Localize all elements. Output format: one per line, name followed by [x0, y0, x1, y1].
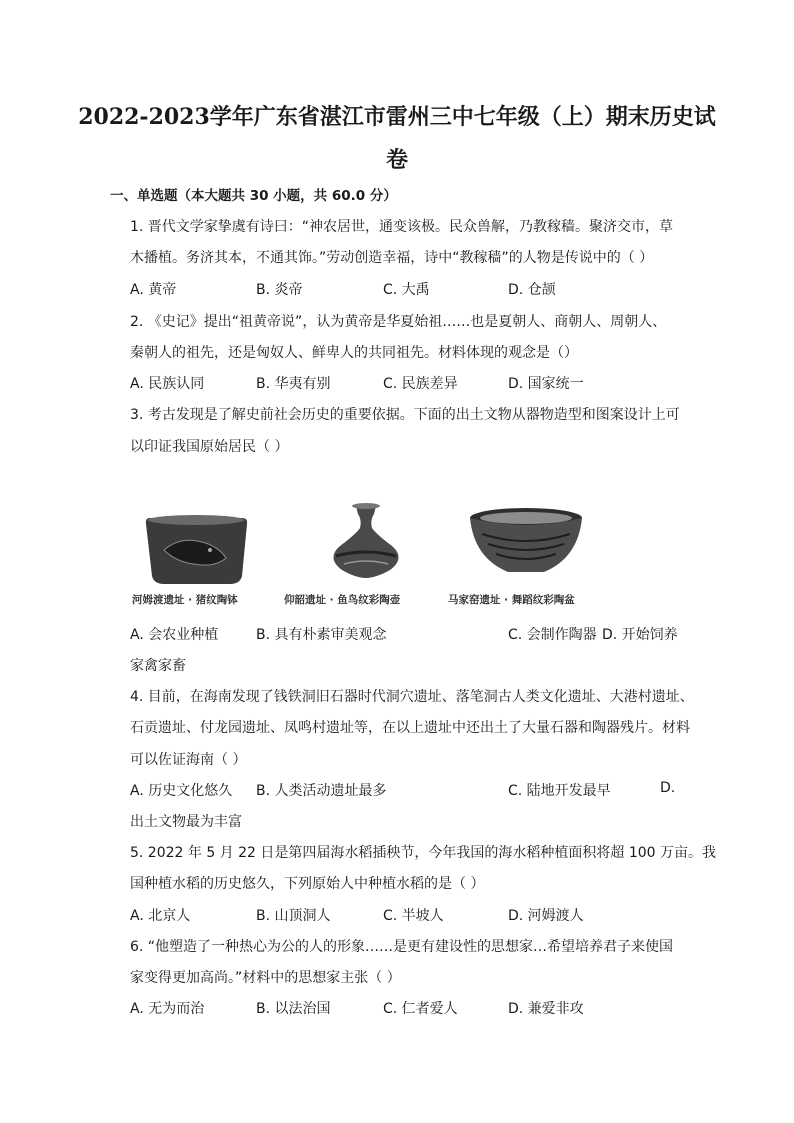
- q5-option-d: D. 河姆渡人: [508, 908, 584, 924]
- q2-option-a: A. 民族认同: [130, 376, 205, 392]
- q4-stem-line3: 可以佐证海南（ ）: [130, 752, 247, 768]
- q3-option-a: A. 会农业种植: [130, 627, 219, 643]
- q6-option-c: C. 仁者爱人: [383, 1001, 458, 1017]
- q5-option-a: A. 北京人: [130, 908, 191, 924]
- q1-stem-line1: 1. 晋代文学家挚虞有诗曰：“神农居世，通变该极。民众兽解，乃教稼穑。聚济交市，草: [130, 219, 674, 235]
- q1-option-d: D. 仓颉: [508, 282, 556, 298]
- q3-option-d-continued: 家禽家畜: [130, 658, 186, 674]
- figure-caption-2: 仰韶遗址 · 鱼鸟纹彩陶壶: [284, 594, 401, 606]
- q1-option-c: C. 大禹: [383, 282, 430, 298]
- q1-option-a: A. 黄帝: [130, 282, 177, 298]
- q4-option-b: B. 人类活动遗址最多: [256, 783, 387, 799]
- q2-option-c: C. 民族差异: [383, 376, 458, 392]
- q5-stem-line1: 5. 2022 年 5 月 22 日是第四届海水稻插秧节，今年我国的海水稻种植面积将超 100 万亩。我: [130, 845, 717, 861]
- q2-option-b: B. 华夷有别: [256, 376, 331, 392]
- q4-option-c: C. 陆地开发最早: [508, 783, 611, 799]
- q3-stem-line1: 3. 考古发现是了解史前社会历史的重要依据。下面的出土文物从器物造型和图案设计上可: [130, 407, 680, 423]
- section-heading: 一、单选题（本大题共 30 小题，共 60.0 分）: [110, 188, 397, 204]
- q5-option-b: B. 山顶洞人: [256, 908, 331, 924]
- painted-vase-image: [333, 503, 398, 578]
- q5-stem-line2: 国种植水稻的历史悠久，下列原始人中种植水稻的是（ ）: [130, 876, 485, 892]
- q4-option-a: A. 历史文化悠久: [130, 783, 233, 799]
- pig-pattern-bowl-image: [146, 515, 247, 584]
- q4-option-d-continued: 出土文物最为丰富: [130, 814, 242, 830]
- q3-option-d: D. 开始饲养: [602, 627, 678, 643]
- q4-stem-line2: 石贡遗址、付龙园遗址、凤鸣村遗址等，在以上遗址中还出土了大量石器和陶器残片。材料: [130, 720, 690, 736]
- q6-option-b: B. 以法治国: [256, 1001, 331, 1017]
- q6-stem-line1: 6. “他塑造了一种热心为公的人的形象……是更有建设性的思想家…希望培养君子来使国: [130, 939, 674, 955]
- q2-stem-line2: 秦朝人的祖先，还是匈奴人、鲜卑人的共同祖先。材料体现的观念是（）: [130, 345, 578, 361]
- figure-caption-1: 河姆渡遗址 · 猪纹陶钵: [132, 594, 238, 606]
- q1-option-b: B. 炎帝: [256, 282, 303, 298]
- painted-basin-image: [470, 508, 582, 572]
- q3-option-c: C. 会制作陶器: [508, 627, 597, 643]
- q6-stem-line2: 家变得更加高尚。”材料中的思想家主张（ ）: [130, 970, 401, 986]
- q4-stem-line1: 4. 目前，在海南发现了钱铁洞旧石器时代洞穴遗址、落笔洞古人类文化遗址、大港村遗址、: [130, 689, 694, 705]
- q5-option-c: C. 半坡人: [383, 908, 444, 924]
- document-title-continued: 卷: [385, 147, 408, 173]
- artifact-images: [130, 498, 610, 588]
- q2-option-d: D. 国家统一: [508, 376, 584, 392]
- q3-option-b: B. 具有朴素审美观念: [256, 627, 387, 643]
- q1-stem-line2: 木播植。务济其本，不通其饰。”劳动创造幸福，诗中“教稼穑”的人物是传说中的（ ）: [130, 250, 654, 266]
- q6-option-a: A. 无为而治: [130, 1001, 205, 1017]
- q4-option-d: D.: [660, 780, 676, 796]
- q6-option-d: D. 兼爱非攻: [508, 1001, 584, 1017]
- figure-caption-3: 马家窑遗址 · 舞蹈纹彩陶盆: [448, 594, 575, 606]
- artifact-figure: [130, 498, 610, 613]
- q2-stem-line1: 2. 《史记》提出“祖黄帝说”，认为黄帝是华夏始祖……也是夏朝人、商朝人、周朝人、: [130, 314, 667, 330]
- document-title: 2022-2023学年广东省湛江市雷州三中七年级（上）期末历史试: [78, 104, 716, 130]
- q3-stem-line2: 以印证我国原始居民（ ）: [130, 439, 289, 455]
